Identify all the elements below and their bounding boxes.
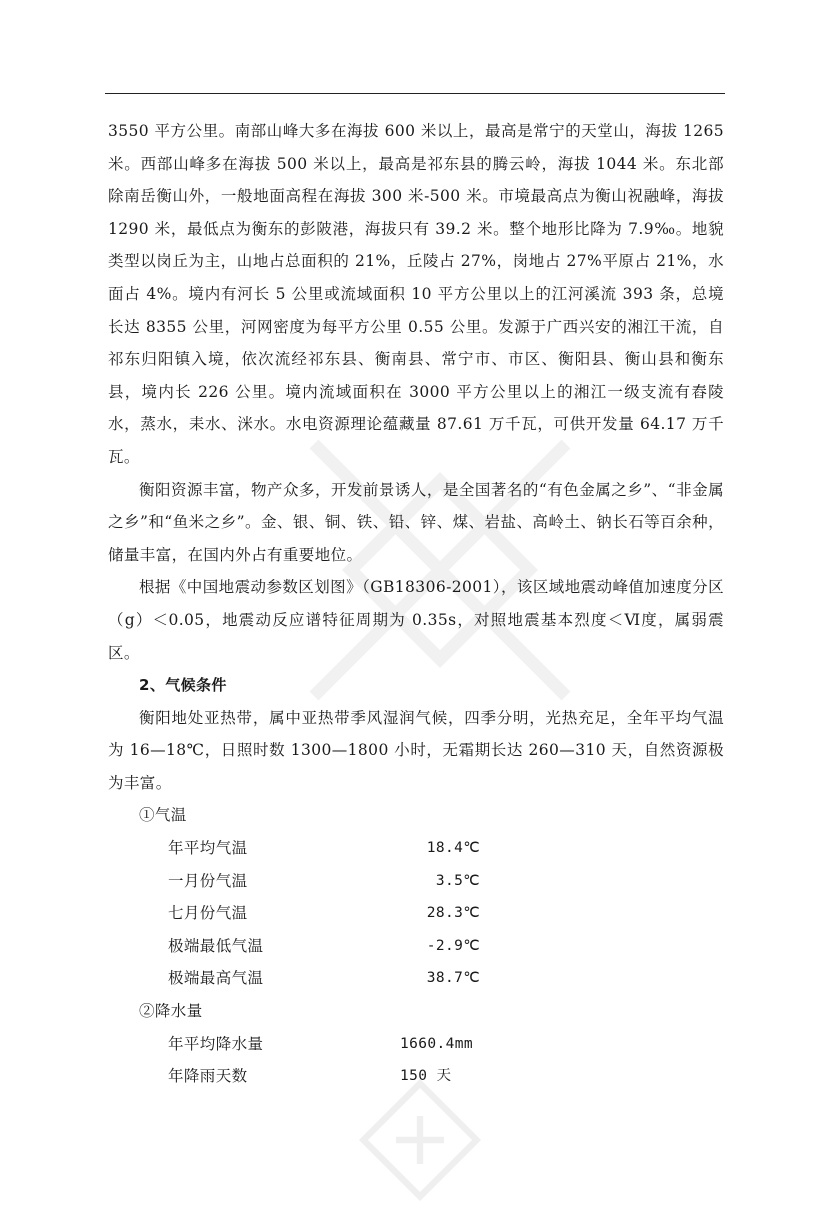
temperature-row xyxy=(108,832,724,865)
precipitation-value: 1660.4mm xyxy=(400,1035,474,1052)
precipitation-label: 年降雨天数 xyxy=(168,1067,248,1086)
precipitation-value: 150 天 xyxy=(400,1068,452,1085)
precipitation-row xyxy=(108,1028,724,1061)
header-rule xyxy=(105,93,725,94)
paragraph-seismic: 根据《中国地震动参数区划图》（GB18306-2001），该区域地震动峰值加速度分区（g）＜0.05，地震动反应谱特征周期为 0.35s，对照地震基本烈度＜Ⅵ度，属弱震区。 xyxy=(108,578,724,662)
temperature-label: 七月份气温 xyxy=(168,904,248,923)
temperature-row xyxy=(108,865,724,898)
precipitation-title: ②降水量 xyxy=(139,1002,203,1021)
section-heading-climate: 2、气候条件 xyxy=(139,676,227,695)
temperature-label: 年平均气温 xyxy=(168,839,248,858)
temperature-label: 一月份气温 xyxy=(168,871,248,890)
precipitation-row xyxy=(108,1060,724,1093)
temperature-value: 18.4℃ xyxy=(426,840,480,857)
temperature-value: 3.5℃ xyxy=(435,872,480,889)
temperature-value: -2.9℃ xyxy=(426,937,480,954)
paragraph-climate: 衡阳地处亚热带，属中亚热带季风湿润气候，四季分明，光热充足，全年平均气温为 16—18℃，日照时数 1300—1800 小时，无霜期长达 260—310 天，自然资源极为丰富。 xyxy=(108,708,724,792)
temperature-value: 28.3℃ xyxy=(426,905,480,922)
temperature-label: 极端最低气温 xyxy=(168,936,264,955)
temperature-title: ①气温 xyxy=(139,806,187,825)
paragraph-terrain: 3550 平方公里。南部山峰大多在海拔 600 米以上，最高是常宁的天堂山，海拔 1265 米。西部山峰多在海拔 500 米以上，最高是祁东县的腾云岭，海拔 1044 米。东北部除南岳衡山外，一般地面高程在海拔 300 米-500 米。市境最高点为衡山祝融峰，海拔 1290 米，最低点为衡东的彭陂港，海拔只有 39.2 米。整个地形比降为 7.9‰。地貌类型以岗丘为主，山地占总面积的 21%，丘陵占 27%，岗地占 27%平原占 21%，水面占 4%。境内有河长 5 公里或流域面积 10 平方公里以上的江河溪流 393 条，总境长达 8355 公里，河网密度为每平方公里 0.55 公里。发源于广西兴安的湘江干流，自祁东归阳镇入境，依次流经祁东县、衡南县、常宁市、市区、衡阳县、衡山县和衡东县，境内长 226 公里。境内流域面积在 3000 平方公里以上的湘江一级支流有舂陵水，蒸水，耒水、洣水。水电资源理论蕴藏量 87.61 万千瓦，可供开发量 64.17 万千瓦。 xyxy=(108,122,724,466)
precipitation-label: 年平均降水量 xyxy=(168,1034,264,1053)
temperature-row xyxy=(108,897,724,930)
paragraph-resources: 衡阳资源丰富，物产众多，开发前景诱人，是全国著名的“有色金属之乡”、“非金属之乡”和“鱼米之乡”。金、银、铜、铁、铅、锌、煤、岩盐、高岭土、钠长石等百余种，储量丰富，在国内外占有重要地位。 xyxy=(108,480,724,564)
temperature-row xyxy=(108,930,724,963)
temperature-label: 极端最高气温 xyxy=(168,969,264,988)
temperature-row xyxy=(108,962,724,995)
temperature-value: 38.7℃ xyxy=(426,970,480,987)
body-text xyxy=(108,115,724,1093)
